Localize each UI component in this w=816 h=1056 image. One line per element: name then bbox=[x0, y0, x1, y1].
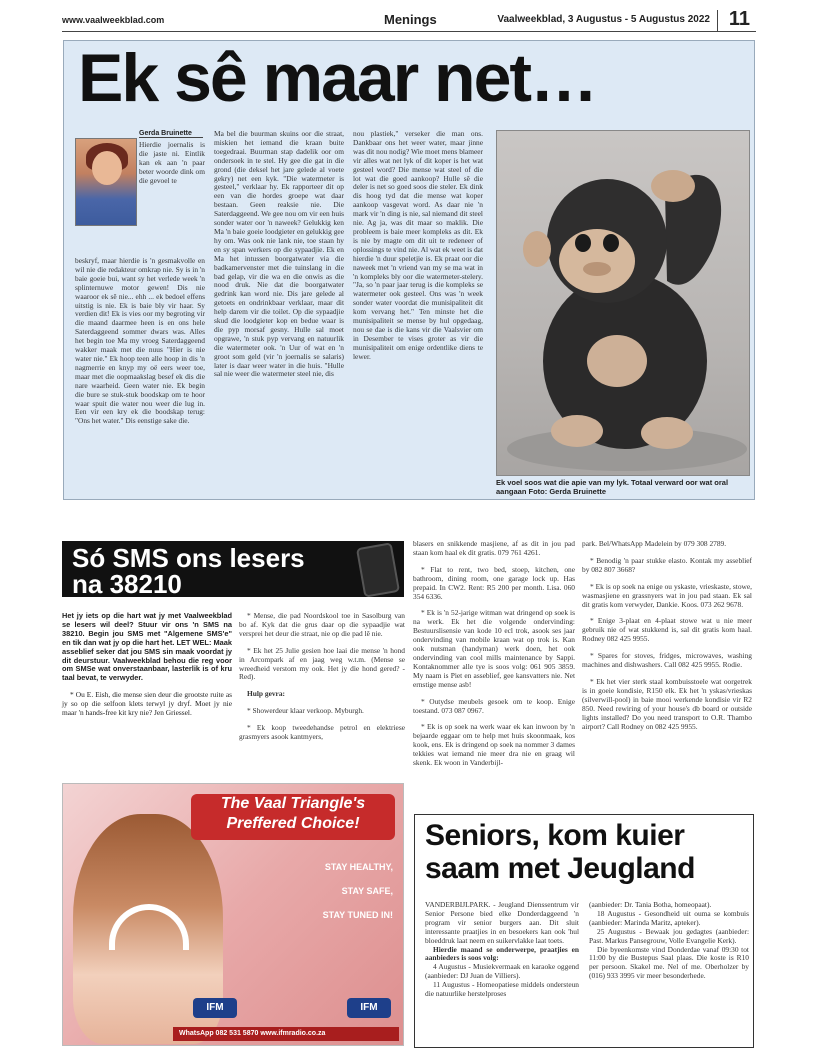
sms-message: * Ek is 'n 52-jarige witman wat dringend op soek is na werk. Ek het die volgende ondervinding: Bestuurslisensie van kode 10 ecl trok, asook ses jaar ondervinding van mobile kraan wat op trok is. Kan ook nutsman (handyman) werk doen, het ook ondervinding van cool mills maintenance by Sappi. Kontaknommer alle tye is soos volg: 061 905 3859. My naam is Piet en asseblief, gee kansvatters nie. Net ernstige mense asb! bbox=[413, 608, 575, 689]
seniors-col1 bbox=[425, 901, 579, 1045]
ad-slogan-2: STAY SAFE, bbox=[341, 886, 393, 896]
radio-logo: IFM bbox=[193, 998, 237, 1018]
author-name: Gerda Bruinette bbox=[139, 130, 203, 138]
article-col2: Ma bel die buurman skuins oor die straat, miskien het iemand die kraan buite toegedraai. Buurman stap dadelik oor om ondersoek in te stel. Hy gee die gat in die grond (die deksel het jare gelede al voete gekry) net een kyk. "Die watermeter is gesteel," verklaar hy. Ek rapporteer dit op een van die hordes groepe wat daar bestaan. Geen reaksie nie. Die Saterdaggeend. We gee nou om vir een huis sonder water oor 'n naweek? Gelukkig ken Ma 'n baie goeie loodgieter en gelukkig gee hy om. Was ook nie lank nie, toe staan hy en sy span werkers op die sypaadjie. Ek en Ma het intussen boorgatwater via die badkamervenster met die tuinslang in die bad gelap, vir die wa en die onwis as die nood druk. Nie dat die boorgatwater gedrink kan word nie. Dis jare gelede al getoets en ondrinkbaar verklaar, maar dit help darem vir die toilet. Op die sypaadjie skud die loodgieter kop en bedue waar is die pyp morsaf gesny. Hulle sal moet opgrawe, 'n stuk pyp vervang en natuurlik die watermeter ook. 'n Uur of wat en 'n groot som geld (vir 'n joernalis se salaris) later is daar weer water in die huis. "Hulle sal nie weer die watermeter steel nie, dis bbox=[214, 130, 344, 379]
phone-icon bbox=[356, 542, 400, 597]
sms-col3 bbox=[413, 540, 575, 805]
sms-intro bbox=[62, 612, 232, 718]
issue-date: Vaalweekblad, 3 Augustus - 5 Augustus 2022 bbox=[497, 14, 710, 25]
ad-slogan-1: STAY HEALTHY, bbox=[324, 862, 393, 872]
site-url[interactable]: www.vaalweekblad.com bbox=[62, 15, 165, 25]
sms-message: * Ek het vier sterk staal kombuisstoele wat oorgetrek is in goeie kondisie, R150 elk. Ek het 'n yskas/vrieskas (silverwill-pool) in baie mooi werkende kondisie vir R2 850. Need rewiring of your house's db board or outside lights installed? Do you need transport to O.R. Thambo airport? Call Rodney on 082 425 9955. bbox=[582, 676, 752, 731]
sms-message: * Outydse meubels gesoek om te koop. Enige toestand. 073 087 0967. bbox=[413, 696, 575, 715]
section-title: Menings bbox=[384, 12, 437, 27]
sms-message: blasers en snikkende masjiene, af as dit in jou pad staan kom haal ek dit gratis. 079 761 4261. bbox=[413, 540, 575, 557]
seniors-paragraph: 4 Augustus - Musiekvermaak en karaoke oggend (aanbieder: DJ Juan de Villiers). bbox=[425, 962, 579, 981]
header-divider bbox=[717, 10, 718, 32]
sms-banner-line2: na 38210 bbox=[72, 569, 182, 599]
seniors-paragraph: (aanbieder: Dr. Tania Botha, homeopaat). bbox=[589, 901, 712, 909]
sms-message: * Ou E. Eish, die mense sien deur die grootste ruite as jy so op die selfoon klets terwyl jy dryf. Moet jy nie maar 'n hands-free kit kry nie? Jen Griessel. bbox=[62, 690, 232, 718]
article-headline: Ek sê maar net… bbox=[78, 40, 597, 116]
sms-col4 bbox=[582, 540, 752, 805]
sms-message: * Flat to rent, two bed, stoep, kitchen, one bathroom, dining room, one garage lock up. Has prepaid. In CW2. Rent: R5 200 per month. Lisa. 060 354 6336. bbox=[413, 564, 575, 601]
sms-col2 bbox=[239, 612, 405, 762]
seniors-paragraph: VANDERBIJLPARK. - Jeugland Dienssentrum vir Senior Persone bied elke Donderdaggeend 'n program vir senior burgers aan. Dit sluit interessante praatjies in en besoekers kan ook 'hul bloeddruk laat neem en suikervlakke laat toets. bbox=[425, 901, 579, 945]
ad-bubble-line1: The Vaal Triangle's bbox=[220, 795, 366, 812]
radio-logo: IFM bbox=[347, 998, 391, 1018]
ad-slogan-3: STAY TUNED IN! bbox=[322, 910, 393, 920]
ad-bubble-line2: Preffered Choice! bbox=[226, 815, 360, 832]
ad-contact-bar[interactable]: WhatsApp 082 531 5870 www.ifmradio.co.za bbox=[173, 1027, 399, 1041]
seniors-paragraph: Die byeenkomste vind Donderdae vanaf 09:30 tot 11:00 by die Bustepus Saal plaas. Die koste is R10 per persoon. Skakel me. Nel of me. Oberholzer by (016) 933 3995 vir meer besonderhede. bbox=[589, 944, 749, 981]
article-col1-bottom: beskryf, maar hierdie is 'n gesmakvolle en wil nie die redakteur omkrap nie. Sy is in 'n baie goeie bui, want sy het verlede week 'n splinternuwe motor gewen! Dis nie waaroor ek sê nie... ehh ... ek bedoel effens uitstig is nie. Ek is baie bly vir haar. Sy verdien dit! Ek is vies oor my begroting vir die maand daarmee heen is en ons hele Saterdaggeend sommer dwars was. Alles het begin toe Ma my vroeg Saterdaggeend wakker maak met die nuus "Hier is nie water nie." Ek hoop teen alle hoop in dis 'n nagmerrie en knyp my oë eers weer toe, maar met die oopmaakslag besef ek dis die nare waarheid. Geen water nie. Ek begin die bure se stuk-stuk boodskap om te hoor waar spuit die water nou weer die lug in. Een vir een kry ek die boodskap terug: "Ons het water." Dis eenstige sake die. bbox=[75, 257, 205, 426]
monkey-photo bbox=[496, 130, 750, 476]
monkey-figure-icon bbox=[497, 131, 750, 476]
seniors-paragraph: 11 Augustus - Homeopatiese middels ondersteun die natuurlike herstelproses bbox=[425, 980, 579, 999]
article-col3: nou plastiek," verseker die man ons. Dankbaar ons het weer water, maar jinne was dit nou nodig? Wie moet mens blameer vir alles wat net lyk of dit koper is het wat gesteel word? Die mense wat steel of die lot wat die goed aankoop? Hulle sê die deler is net so goed soos die steler. Ek dink dis hoog tyd dat die mense wat koper aankoop vasgevat word. As daar nie 'n mark vir 'n ding is nie, sal niemand dit steel nie. Ag ja, was dit maar so maklik. Die probleem is baie meer kompleks as dit. Ek is nie by magte om dit uit te redeneer of oplossings te vind nie. Al wat ek weet is dat hierdie 'n duur speletjie is. Ek praat oor die naweek met 'n vriend van my se ma wat in 'n kompleks bly oor die watermeter-stelery. "Ja, so 'n paar jaar terug is die kompleks se watermeter ook gesteel. Ons was 'n week sonder water voordat die munisipaliteit dit kom vervang het." Ten minste het die munisipaliteit se mense by hul opgedaag, nou se dae is die kans vir die Vaalsvier om in Desember te vises groter as vir die munisipaliteit om enige ordentlike diens te lewer. bbox=[353, 130, 483, 361]
page-header bbox=[62, 10, 756, 32]
seniors-article bbox=[414, 814, 754, 1048]
page-number: 11 bbox=[728, 8, 750, 30]
author-face bbox=[92, 151, 122, 185]
seniors-paragraph: 18 Augustus - Gesondheid uit ouma se kombuis (aanbieder: Marinda Maritz, apteker). bbox=[589, 908, 749, 927]
help-wanted-heading: Hulp gevra: bbox=[247, 689, 285, 699]
seniors-subheading: Hierdie maand se onderwerpe, praatjies en aanbieders is soos volg: bbox=[425, 944, 579, 963]
sms-banner-line1: Só SMS ons lesers bbox=[72, 543, 305, 573]
sms-message: * Ek koop tweedehandse petrol en elektriese grasmyers asook kantmyers, bbox=[239, 723, 405, 742]
ad-speech-bubble bbox=[191, 794, 395, 840]
sms-banner bbox=[62, 541, 404, 597]
sms-message: * Showerdeur klaar verkoop. Myburgh. bbox=[247, 706, 364, 716]
article-col1-top: Hierdie joernalis is die jaste ni. Eintlik kan ek aan 'n paar beter woorde dink om die gevoel te bbox=[139, 141, 205, 185]
sms-message: * Benodig 'n paar stukke elasto. Kontak my asseblief by 082 807 3668? bbox=[582, 555, 752, 574]
sms-message: * Enige 3-plaat en 4-plaat stowe wat u nie meer gebruik nie of wat stukkend is, sal dit gratis kom haal. Rodney 082 425 9955. bbox=[582, 616, 752, 644]
sms-message: * Mense, die pad Noordskool toe in Sasolburg van bo af. Kyk dat die grus daar op die sypaadjie wat versprei het deur die straat, nie op die pad lê nie. bbox=[239, 612, 405, 638]
seniors-col2 bbox=[589, 901, 749, 1045]
sms-message: * Ek het 25 Julie gesien hoe laai die mense 'n hond in Arcompark af en jaag weg w.t.m. (Mense se wreedheid verstom my ook. Het jy die hond gered? - Red). bbox=[239, 645, 405, 682]
photo-caption: Ek voel soos wat die apie van my lyk. Totaal verward oor wat oral aangaan Foto: Gerda Bruinette bbox=[496, 478, 729, 496]
sms-message: park. Bel/WhatsApp Madelein by 079 308 2789. bbox=[582, 540, 727, 548]
seniors-headline: Seniors, kom kuier saam met Jeugland bbox=[425, 819, 695, 885]
sms-message: * Spares for stoves, fridges, microwaves, washing machines and dishwashers. Call 082 425 9955. Rodie. bbox=[582, 651, 752, 670]
radio-advertisement[interactable] bbox=[62, 783, 404, 1046]
sms-instructions: Het jy iets op die hart wat jy met Vaalweekblad se lesers wil deel? Stuur vir ons 'n SMS na 38210. Begin jou SMS met "Algemene SMS'e" en tik dan wat jy op die hart het. LET WEL: Maak asseblief seker dat jou SMS sin maak voordat jy dit deurstuur. Vaalweekblad behou die reg voor om SMSe wat onverstaanbaar, lasterlik is of kru taal bevat, te verwyder. bbox=[62, 611, 232, 683]
author-photo bbox=[75, 138, 137, 226]
sms-message: * Ek is op soek na werk waar ek kan inwoon by 'n bejaarde eggaar om te help met huis skoonmaak, kos kook, ens. Ek is dringend op soek na nommer 3 dames tekkies wat iemand nie meer dra nie en graag wil skenk. Ek woon in Vanderbijl- bbox=[413, 722, 575, 768]
sms-message: * Ek is op soek na enige ou yskaste, vrieskaste, stowe, wasmasjiene en grassnyers wat in jou pad staan. Ek sal dit gratis kom verwyder, Dankie. Koos. 073 262 9678. bbox=[582, 581, 752, 609]
seniors-paragraph: 25 Augustus - Bewaak jou gedagtes (aanbieder: Past. Markus Pansegrouw, Volle Evangelie Kerk). bbox=[589, 926, 749, 945]
